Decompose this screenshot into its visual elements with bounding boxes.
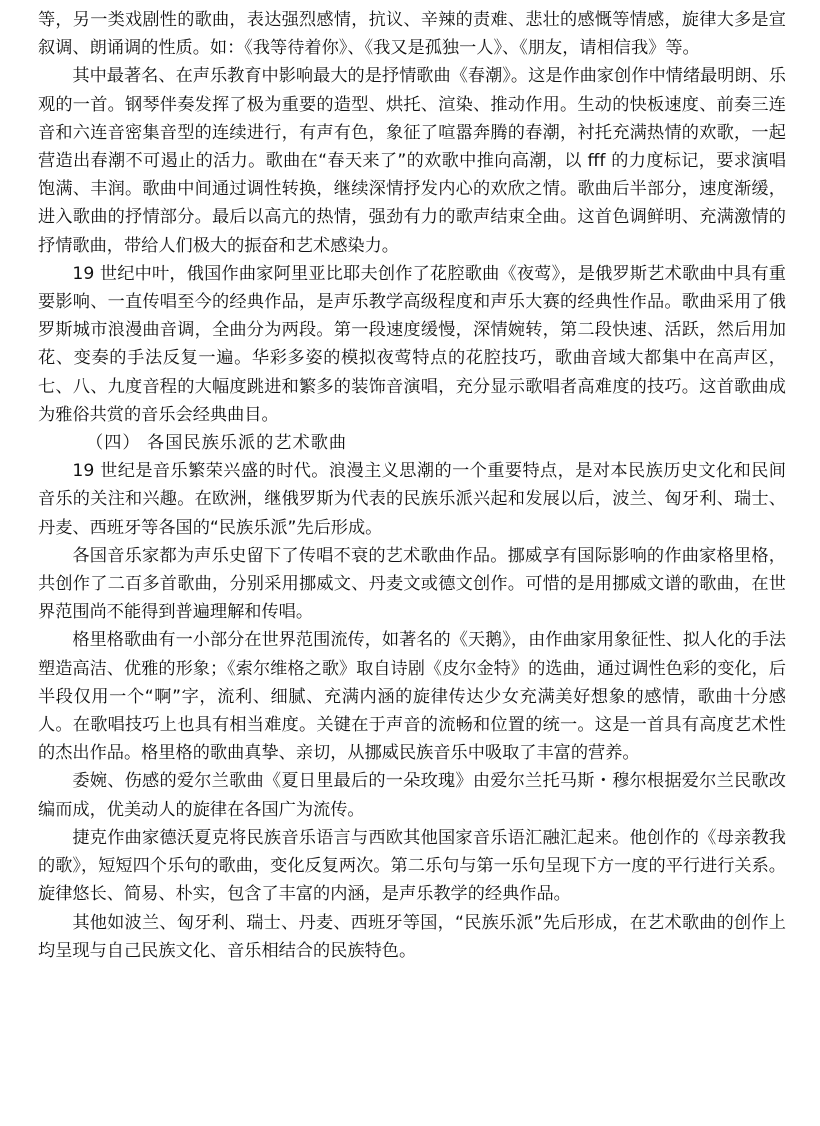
paragraph-nightingale: 19 世纪中叶，俄国作曲家阿里亚比耶夫创作了花腔歌曲《夜莺》，是俄罗斯艺术歌曲中具有重要影响、一直传唱至今的经典作品，是声乐教学高级程度和声乐大赛的经典性作品。歌曲采用了俄罗斯城市浪漫曲音调，全曲分为两段。第一段速度缓慢，深情婉转，第二段快速、活跃，然后用加花、变奏的手法反复一遍。华彩多姿的模拟夜莺特点的花腔技巧，歌曲音域大都集中在高声区，七、八、九度音程的大幅度跳进和繁多的装饰音演唱，充分显示歌唱者高难度的技巧。这首歌曲成为雅俗共赏的音乐会经典曲目。 [38,263,786,425]
section-heading-national-schools: （四） 各国民族乐派的艺术歌曲 [86,433,348,454]
paragraph-grieg-overview: 各国音乐家都为声乐史留下了传唱不衰的艺术歌曲作品。挪威享有国际影响的作曲家格里格，共创作了二百多首歌曲，分别采用挪威文、丹麦文或德文创作。可惜的是用挪威文谱的歌曲，在世界范围尚不能得到普遍理解和传唱。 [38,545,786,623]
paragraph-19th-century-nationalism: 19 世纪是音乐繁荣兴盛的时代。浪漫主义思潮的一个重要特点，是对本民族历史文化和民间音乐的关注和兴趣。在欧洲，继俄罗斯为代表的民族乐派兴起和发展以后，波兰、匈牙利、瑞士、丹麦、西班牙等各国的“民族乐派”先后形成。 [38,461,786,538]
paragraph-other-national-schools: 其他如波兰、匈牙利、瑞士、丹麦、西班牙等国，“民族乐派”先后形成，在艺术歌曲的创作上均呈现与自己民族文化、音乐相结合的民族特色。 [38,912,786,961]
paragraph-dvorak: 捷克作曲家德沃夏克将民族音乐语言与西欧其他国家音乐语汇融汇起来。他创作的《母亲教我的歌》，短短四个乐句的歌曲，变化反复两次。第二乐句与第一乐句呈现下方一度的平行进行关系。旋律悠长、简易、朴实，包含了丰富的内涵，是声乐教学的经典作品。 [38,827,786,905]
paragraph-spring-tide: 其中最著名、在声乐教育中影响最大的是抒情歌曲《春潮》。这是作曲家创作中情绪最明朗、乐观的一首。钢琴伴奏发挥了极为重要的造型、烘托、渲染、推动作用。生动的快板速度、前奏三连音和六连音密集音型的连续进行，有声有色，象征了喧嚣奔腾的春潮，衬托充满热情的欢歌，一起营造出春潮不可遏止的活力。歌曲在“春天来了”的欢歌中推向高潮，以 fff 的力度标记，要求演唱饱满、丰润。歌曲中间通过调性转换，继续深情抒发内心的欢欣之情。歌曲后半部分，速度渐缓，进入歌曲的抒情部分。最后以高亢的热情，强劲有力的歌声结束全曲。这首色调鲜明、充满激情的抒情歌曲，带给人们极大的振奋和艺术感染力。 [38,66,786,256]
paragraph-grieg-songs: 格里格歌曲有一小部分在世界范围流传，如著名的《天鹅》，由作曲家用象征性、拟人化的手法塑造高洁、优雅的形象；《索尔维格之歌》取自诗剧《皮尔金特》的选曲，通过调性色彩的变化，后半段仅用一个“啊”字，流利、细腻、充满内涵的旋律传达少女充满美好想象的感情，歌曲十分感人。在歌唱技巧上也具有相当难度。关键在于声音的流畅和位置的统一。这是一首具有高度艺术性的杰出作品。格里格的歌曲真挚、亲切，从挪威民族音乐中吸取了丰富的营养。 [38,630,786,764]
paragraph-last-rose-of-summer: 委婉、伤感的爱尔兰歌曲《夏日里最后的一朵玫瑰》由爱尔兰托马斯・穆尔根据爱尔兰民歌改编而成，优美动人的旋律在各国广为流传。 [38,771,786,820]
paragraph-continuation-dramatic-songs: 等，另一类戏剧性的歌曲，表达强烈感情，抗议、辛辣的责难、悲壮的感慨等情感，旋律大多是宣叙调、朗诵调的性质。如：《我等待着你》、《我又是孤独一人》、《朋友，请相信我》等。 [38,10,786,59]
